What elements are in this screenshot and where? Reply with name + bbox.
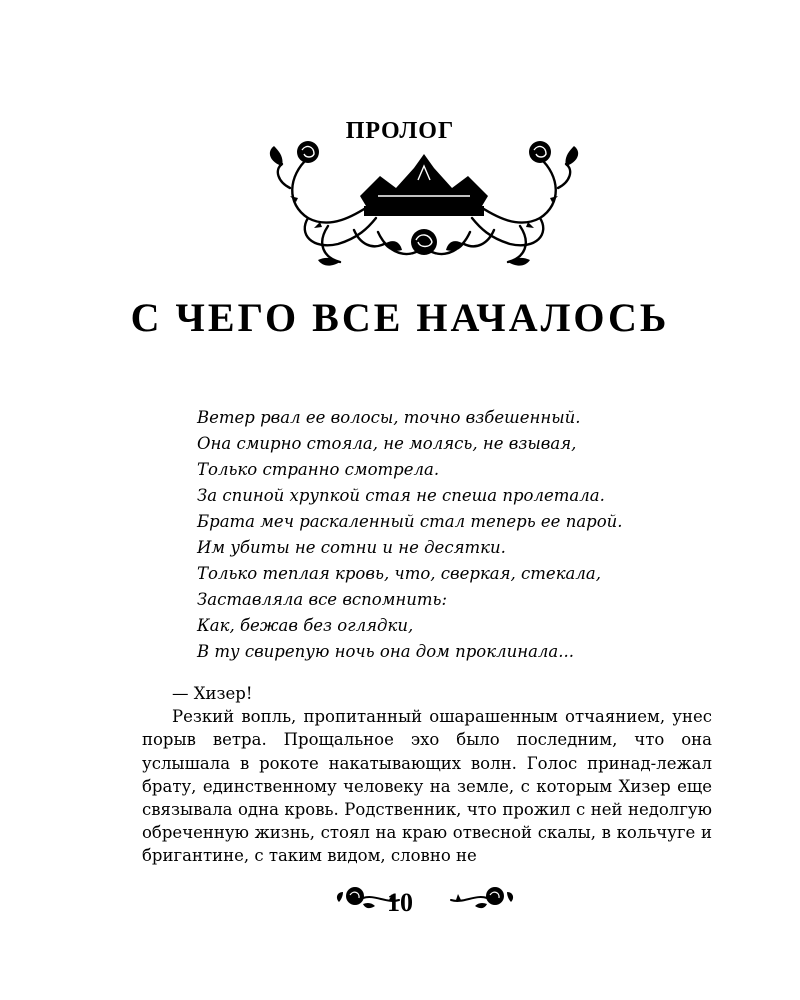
poem-line: Ветер рвал ее волосы, точно взбешенный.: [197, 408, 581, 427]
poem: [197, 405, 717, 665]
poem-line: Брата меч раскаленный стал теперь ее парой.: [197, 512, 623, 531]
poem-line: Им убиты не сотни и не десятки.: [197, 538, 506, 557]
prose-body: [142, 682, 712, 868]
chapter-title: С ЧЕГО ВСЕ НАЧАЛОСЬ: [130, 295, 670, 340]
poem-line: Заставляла все вспомнить:: [197, 590, 448, 609]
poem-line: Только теплая кровь, что, сверкая, стекала,: [197, 564, 601, 583]
page-number: 10: [387, 888, 413, 917]
poem-line: Она смирно стояла, не молясь, не взывая,: [197, 434, 577, 453]
poem-line: За спиной хрупкой стая не спеша пролетала.: [197, 486, 605, 505]
crown-rose-ornament-icon: [268, 126, 580, 276]
dialogue-line: — Хизер!: [172, 684, 253, 703]
poem-line: Только странно смотрела.: [197, 460, 440, 479]
poem-line: В ту свирепую ночь она дом проклинала...: [197, 642, 574, 661]
chapter-label: ПРОЛОГ: [345, 118, 455, 144]
poem-line: Как, бежав без оглядки,: [197, 616, 414, 635]
paragraph: Резкий вопль, пропитанный ошарашенным отчаянием, унес порыв ветра. Прощальное эхо было последним, что она услышала в рокоте накатывающих волн. Голос принад-лежал брату, единственному человеку на земле, с которым Хизер еще связывала одна кровь. Родственник, что прожил с ней недолгую обреченную жизнь, стоял на краю отвесной скалы, в кольчуге и бригантине, с таким видом, словно не: [142, 707, 712, 866]
